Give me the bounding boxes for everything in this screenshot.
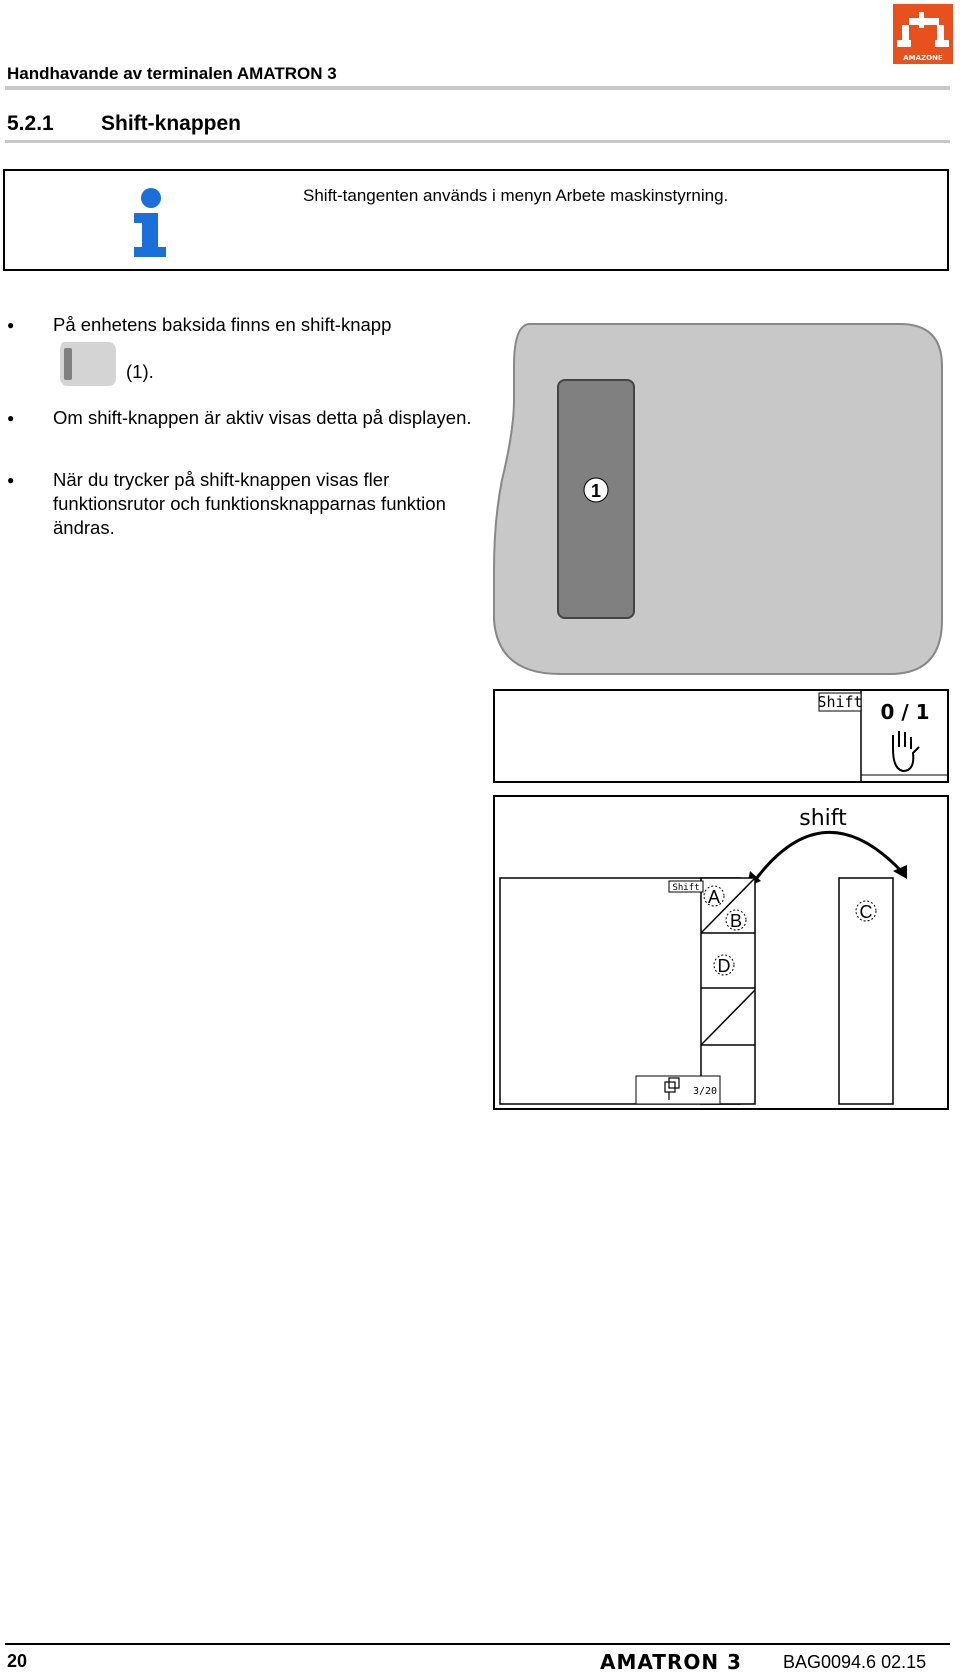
bullet-text-2: Om shift-knappen är aktiv visas detta på displayen.: [53, 407, 472, 428]
function-column: [701, 878, 755, 1104]
bullet-text-3: När du trycker på shift-knappen visas fler funktionsrutor och funktionsknapparnas funktion ändras.: [53, 469, 446, 538]
shift-indicator-label: Shift: [672, 883, 700, 893]
section-number: 5.2.1: [7, 112, 54, 135]
shift-knob-icon: [58, 340, 118, 388]
footer-rule: [5, 1643, 950, 1645]
label-a: A: [707, 887, 721, 907]
callout-label: 1: [590, 481, 602, 501]
label-b: B: [729, 911, 743, 931]
bullet-marker: ●: [7, 473, 15, 487]
info-text: Shift-tangenten används i menyn Arbete maskinstyrning.: [303, 186, 729, 205]
bullet-text-1: På enhetens baksida finns en shift-knapp: [53, 314, 392, 335]
shift-arrow-label: shift: [799, 806, 847, 831]
section-rule: [5, 140, 950, 143]
counter: 3/20: [693, 1086, 718, 1097]
footer-doc-id: BAG0094.6 02.15: [783, 1652, 927, 1672]
info-icon: [130, 187, 170, 257]
bullet-marker: ●: [7, 318, 15, 332]
display-shift-active: [493, 689, 949, 783]
label-d: D: [717, 956, 731, 976]
bullet-marker: ●: [7, 411, 15, 425]
device-back-illustration: [490, 320, 948, 680]
logo-text: AMAZONE: [903, 54, 943, 62]
label-c: C: [859, 902, 873, 922]
header-rule: [5, 86, 950, 90]
header-title: Handhavande av terminalen AMATRON 3: [7, 64, 337, 83]
page-number: 20: [7, 1651, 28, 1671]
bullet-text-1-suffix: (1).: [126, 361, 154, 382]
toggle-label: 0 / 1: [880, 700, 930, 724]
amazone-logo-icon: [893, 4, 953, 64]
footer-brand: AMATRON 3: [600, 1650, 742, 1674]
section-title: Shift-knappen: [101, 112, 241, 135]
shift-indicator-label: Shift: [817, 693, 863, 711]
display-shift-diagram: [493, 795, 949, 1110]
